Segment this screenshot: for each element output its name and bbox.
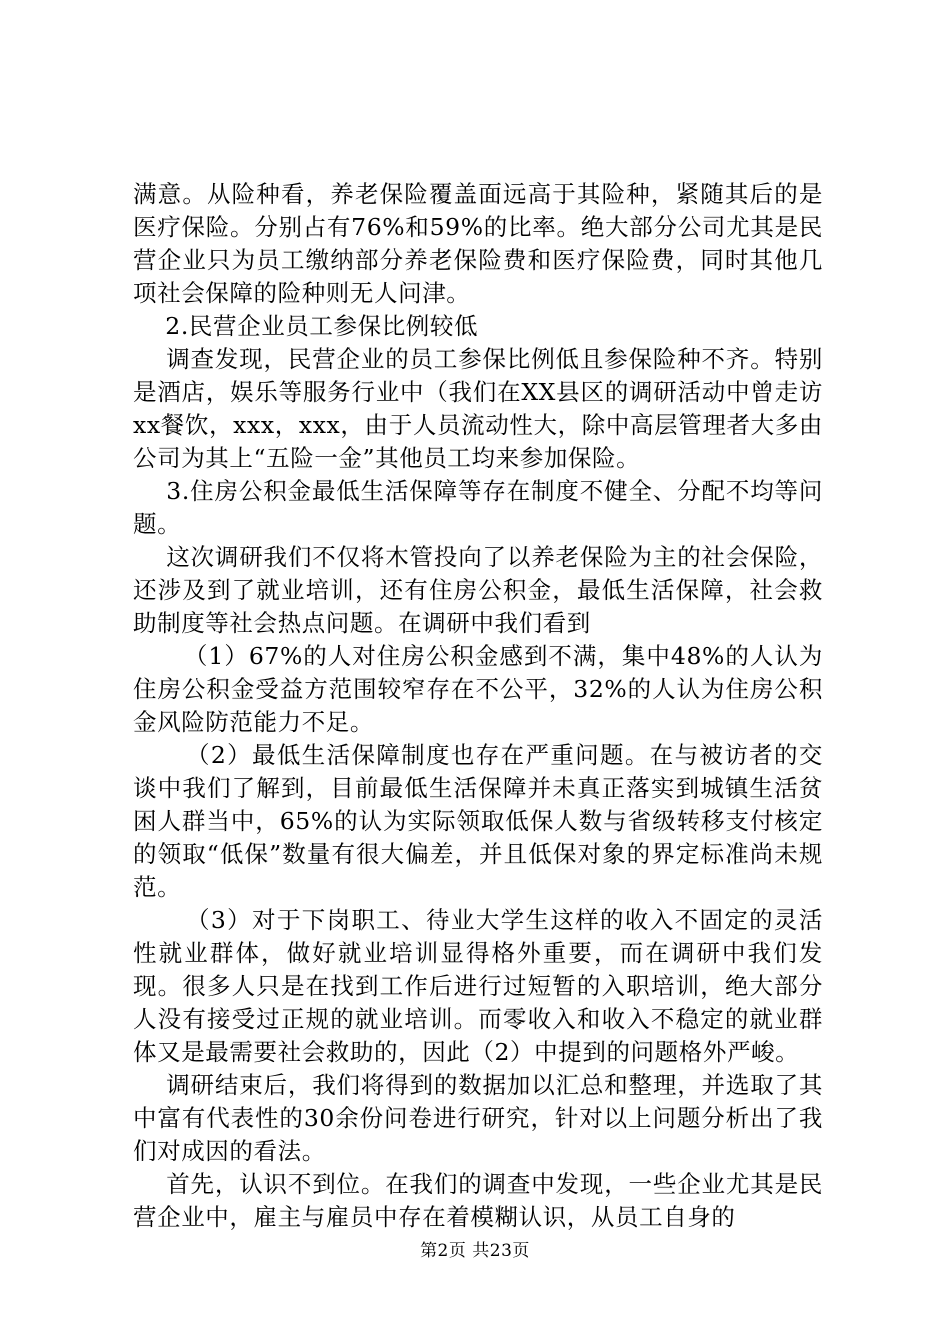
paragraph-first-cause: 首先，认识不到位。在我们的调查中发现，一些企业尤其是民营企业中，雇主与雇员中存在着模糊认识，从员工自身的 [133, 1170, 823, 1231]
paragraph-survey-findings: 调查发现，民营企业的员工参保比例低且参保险种不齐。特别是酒店，娱乐等服务行业中（我们在XX县区的调研活动中曾走访xx餐饮，xxx，xxx，由于人员流动性大，除中高层管理者大多由公司为其上“五险一金”其他员工均来参加保险。 [133, 345, 823, 472]
paragraph-item-3: （3）对于下岗职工、待业大学生这样的收入不固定的灵活性就业群体，做好就业培训显得格外重要，而在调研中我们发现。很多人只是在找到工作后进行过短暂的入职培训，绝大部分人没有接受过正规的就业培训。而零收入和收入不稳定的就业群体又是最需要社会救助的，因此（2）中提到的问题格外严峻。 [133, 906, 823, 1066]
paragraph-insurance-types: 满意。从险种看，养老保险覆盖面远高于其险种，紧随其后的是医疗保险。分别占有76%和59%的比率。绝大部分公司尤其是民营企业只为员工缴纳部分养老保险费和医疗保险费，同时其他几项社会保障的险种则无人问津。 [133, 180, 823, 307]
paragraph-item-2: （2）最低生活保障制度也存在严重问题。在与被访者的交谈中我们了解到，目前最低生活保障并未真正落实到城镇生活贫困人群当中，65%的认为实际领取低保人数与省级转移支付核定的领取“低保”数量有很大偏差，并且低保对象的界定标准尚未规范。 [133, 741, 823, 901]
paragraph-item-1: （1）67%的人对住房公积金感到不满，集中48%的人认为住房公积金受益方范围较窄存在不公平，32%的人认为住房公积金风险防范能力不足。 [133, 642, 823, 736]
page-footer: 第2页 共23页 [420, 1241, 530, 1261]
heading-housing-fund-issues: 3.住房公积金最低生活保障等存在制度不健全、分配不均等问题。 [133, 477, 823, 538]
paragraph-research-scope: 这次调研我们不仅将木管投向了以养老保险为主的社会保险，还涉及到了就业培训，还有住房公积金，最低生活保障，社会救助制度等社会热点问题。在调研中我们看到 [133, 543, 823, 637]
paragraph-data-analysis: 调研结束后，我们将得到的数据加以汇总和整理，并选取了其中富有代表性的30余份问卷进行研究，针对以上问题分析出了我们对成因的看法。 [133, 1071, 823, 1165]
heading-private-enterprise-coverage: 2.民营企业员工参保比例较低 [133, 312, 479, 340]
document-body [133, 178, 823, 1234]
